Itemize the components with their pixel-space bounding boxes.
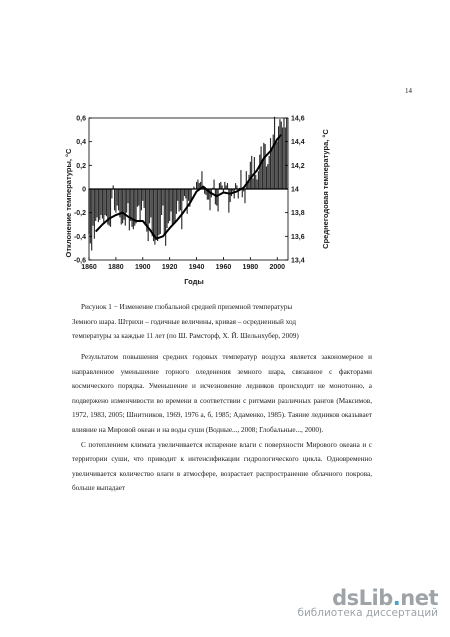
bar-1990 <box>263 143 264 189</box>
x-axis-label: Годы <box>184 277 204 286</box>
y-tick-label-left: 0,4 <box>76 139 86 147</box>
bar-1911 <box>157 189 158 241</box>
bar-1928 <box>180 189 181 210</box>
bar-1888 <box>126 189 127 213</box>
y-tick-label-left: -0,4 <box>73 233 86 241</box>
y-tick-label-left: 0,6 <box>76 115 86 123</box>
bar-1866 <box>96 189 97 217</box>
x-tick-label: 1980 <box>242 264 259 271</box>
bar-1923 <box>173 189 174 223</box>
bar-1880 <box>115 189 116 213</box>
bar-1916 <box>164 189 165 235</box>
y-axis-label-left: Отклонение температуры, °С <box>64 148 73 258</box>
bar-1910 <box>156 189 157 240</box>
bar-1872 <box>105 189 106 215</box>
bar-1924 <box>174 189 175 222</box>
bar-1895 <box>135 189 136 223</box>
y-tick-label-left: -0,2 <box>73 210 86 218</box>
body-text <box>72 350 372 496</box>
y-tick-label-left: 0 <box>82 186 86 194</box>
bar-1981 <box>251 156 252 189</box>
bar-1933 <box>187 189 188 214</box>
bar-1871 <box>103 189 104 223</box>
bar-1865 <box>95 189 96 221</box>
bar-1976 <box>244 189 245 203</box>
bar-1890 <box>129 189 130 230</box>
y-axis-label-right: Среднегодовая температура, °С <box>321 129 330 249</box>
paragraph-1: Результатом повышения средних годовых температур воздуха является закономерное и направленное уменьшение горного оледенения земного шара, связанное с факторами космического порядка. Уменьшение и исчезновение ледников происходит не монотонно, а подвержено изменчивости во времени в соответствии с ритмами различных рангов (Максимов, 1972, 1983, 2005; Шнитников, 1969, 1976 а, б, 1985; Адаменко, 1985). Таяние ледников оказывает влияние на Мировой океан и на воды суши (Водные..., 2008; Глобальные..., 2000). <box>72 353 372 434</box>
watermark <box>297 586 438 619</box>
bar-1932 <box>185 189 186 198</box>
bar-2002 <box>279 119 280 189</box>
bar-1870 <box>102 189 103 219</box>
bar-1986 <box>258 171 259 189</box>
bar-1873 <box>106 189 107 216</box>
bar-1988 <box>261 146 262 189</box>
bar-1889 <box>127 189 128 203</box>
bar-1968 <box>234 189 235 198</box>
bar-1864 <box>94 189 95 239</box>
x-tick-label: 1960 <box>215 264 232 271</box>
bar-2005 <box>283 118 284 189</box>
bar-1953 <box>213 180 214 189</box>
bar-1995 <box>270 138 271 189</box>
logo-tld: net <box>400 586 438 610</box>
bar-1882 <box>118 189 119 210</box>
bar-1996 <box>271 150 272 189</box>
y-tick-label-right: 13,8 <box>291 210 305 218</box>
bar-1992 <box>266 167 267 189</box>
x-tick-label: 2000 <box>269 264 286 271</box>
bar-1980 <box>250 162 251 189</box>
bar-1973 <box>240 170 241 189</box>
bar-1965 <box>230 189 231 202</box>
y-tick-label-right: 13,6 <box>291 233 305 241</box>
bar-1914 <box>161 189 162 215</box>
x-tick-label: 1880 <box>108 264 124 271</box>
y-tick-label-right: 14 <box>291 186 299 194</box>
bar-1998 <box>274 117 275 189</box>
bar-1997 <box>273 135 274 189</box>
bar-1925 <box>176 189 177 214</box>
bar-1906 <box>150 189 151 217</box>
bar-1881 <box>117 189 118 206</box>
bar-1862 <box>91 189 92 251</box>
logo-dot: . <box>392 586 401 610</box>
bar-1994 <box>269 156 270 189</box>
bar-1961 <box>224 182 225 189</box>
y-tick-label-right: 14,2 <box>291 162 305 170</box>
y-tick-label-left: -0,6 <box>73 257 86 265</box>
bar-1993 <box>267 164 268 189</box>
x-tick-label: 1860 <box>81 264 97 271</box>
bar-1867 <box>98 189 99 222</box>
x-tick-label: 1920 <box>161 264 178 271</box>
watermark-subtitle: библиотека диссертаций <box>297 607 438 619</box>
bar-2004 <box>282 127 283 189</box>
bar-1879 <box>114 189 115 210</box>
bar-1893 <box>133 189 134 229</box>
bar-1987 <box>259 155 260 189</box>
figure-caption <box>72 300 372 344</box>
bar-1921 <box>170 189 171 211</box>
bar-1957 <box>219 183 220 189</box>
y-tick-label-right: 14,6 <box>291 115 305 123</box>
bar-1920 <box>169 189 170 221</box>
bar-1917 <box>165 189 166 246</box>
bar-1984 <box>255 175 256 189</box>
bar-2000 <box>277 142 278 189</box>
bar-1919 <box>168 189 169 223</box>
page-number: 14 <box>405 87 412 95</box>
bar-1946 <box>204 189 205 194</box>
y-tick-label-right: 13,4 <box>291 257 305 265</box>
bar-1898 <box>140 189 141 222</box>
chart-plot-area <box>88 117 288 251</box>
x-tick-label: 1900 <box>134 264 151 271</box>
bar-2007 <box>286 118 287 189</box>
bar-1982 <box>252 178 253 189</box>
bar-1956 <box>218 189 219 211</box>
bar-1904 <box>148 189 149 241</box>
bar-1922 <box>172 189 173 225</box>
x-tick-label: 1940 <box>188 264 205 271</box>
bar-1905 <box>149 189 150 223</box>
bar-1876 <box>110 189 111 227</box>
bar-1861 <box>90 189 91 243</box>
bar-1991 <box>265 144 266 189</box>
bar-1985 <box>257 180 258 189</box>
bar-1974 <box>242 189 243 197</box>
bar-1884 <box>121 189 122 225</box>
bar-1887 <box>125 189 126 226</box>
bar-1900 <box>142 189 143 201</box>
bar-1958 <box>220 182 221 189</box>
bar-1927 <box>179 189 180 211</box>
y-tick-label-left: 0,2 <box>76 162 86 170</box>
logo-main: dsLib <box>332 586 393 610</box>
bar-1899 <box>141 189 142 210</box>
bar-1877 <box>111 189 112 198</box>
bar-1912 <box>158 189 159 235</box>
bar-2006 <box>285 127 286 189</box>
bar-1977 <box>246 171 247 189</box>
bar-1896 <box>137 189 138 207</box>
bar-1930 <box>183 189 184 201</box>
bar-1868 <box>99 189 100 220</box>
bar-1941 <box>197 180 198 189</box>
bar-1963 <box>227 183 228 189</box>
bar-1918 <box>166 189 167 228</box>
bar-1885 <box>122 189 123 223</box>
bar-1940 <box>196 182 197 189</box>
bar-1915 <box>162 189 163 206</box>
caption-line-2: Земного шара. Штрихи – годичные величины, кривая – осредненный ход <box>72 317 297 326</box>
bar-1901 <box>144 189 145 208</box>
bar-1929 <box>181 189 182 229</box>
bar-1892 <box>131 189 132 227</box>
bar-1869 <box>101 189 102 215</box>
bar-1902 <box>145 189 146 223</box>
bar-1891 <box>130 189 131 221</box>
bar-1907 <box>152 189 153 236</box>
bar-1989 <box>262 161 263 189</box>
bar-1969 <box>235 183 236 189</box>
bar-2001 <box>278 126 279 189</box>
bar-1926 <box>177 189 178 201</box>
y-tick-label-right: 14,4 <box>291 139 305 147</box>
caption-line-1: Рисунок 1 − Изменение глобальной средней приземной температуры <box>81 303 293 311</box>
bar-1934 <box>188 189 189 201</box>
bar-1913 <box>160 189 161 234</box>
bar-1955 <box>216 189 217 206</box>
bar-1999 <box>275 142 276 189</box>
paragraph-2: С потеплением климата увеличивается испарение влаги с поверхности Мирового океана и с территории суши, что приводит к интенсификации гидрологического цикла. Одновременно увеличивается количество влаги в атмосфере, возрастает распространение облачного покрова, больше выпадает <box>72 440 372 493</box>
bar-1863 <box>92 189 93 226</box>
temperature-chart <box>60 108 340 288</box>
bar-1897 <box>138 189 139 206</box>
bar-2003 <box>281 122 282 189</box>
caption-line-3: температуры за каждые 11 лет (по Ш. Рамсторф, Х. Й. Шельнхубер, 2009) <box>72 332 299 341</box>
bar-1931 <box>184 189 185 196</box>
